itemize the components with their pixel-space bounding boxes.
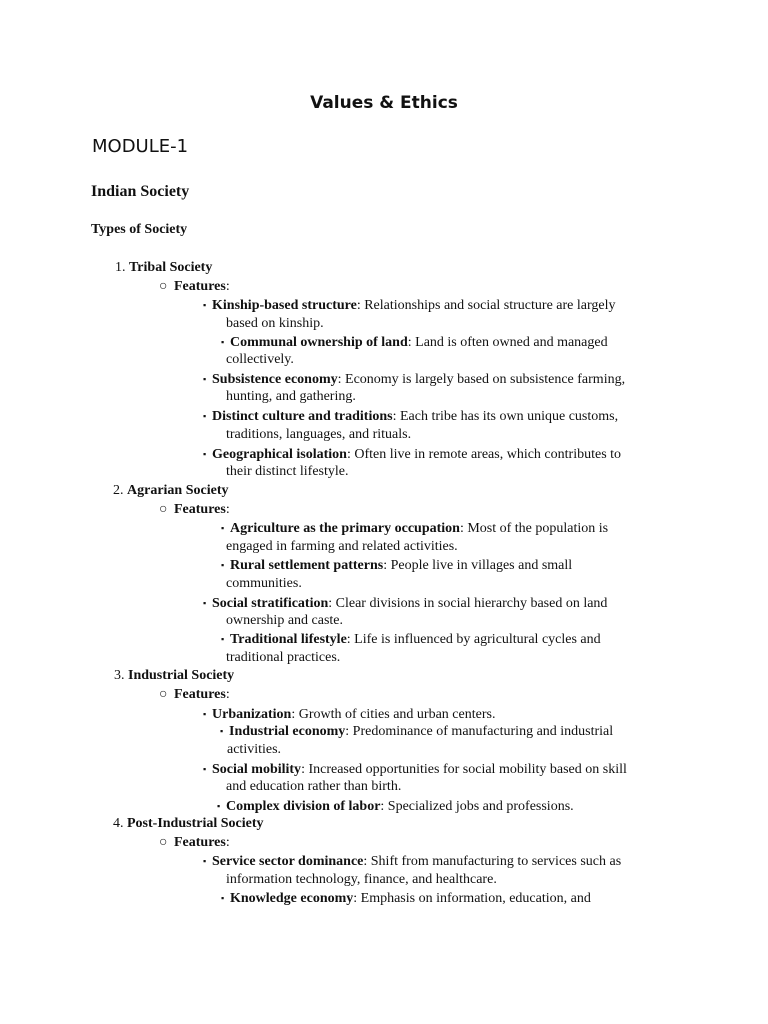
feature-term: Rural settlement patterns [230,558,384,573]
society-name: Tribal Society [129,260,213,275]
feature-line: ▪ Social mobility: Increased opportunities for social mobility based on skill [203,762,627,777]
feature-term: Urbanization [212,707,292,722]
feature-term: Kinship-based structure [212,298,357,313]
square-bullet-icon: ▪ [203,300,207,310]
feature-line: ▪ Industrial economy: Predominance of manufacturing and industrial [220,724,614,739]
list-item-society [113,482,228,501]
square-bullet-icon: ▪ [203,374,207,384]
features-label: Features [174,835,226,850]
features-label: Features [174,687,226,702]
feature-line: ▪ Agriculture as the primary occupation: Most of the population is [221,521,609,536]
society-name: Post-Industrial Society [127,816,264,831]
feature-line: ▪ Communal ownership of land: Land is often owned and managed [221,335,608,350]
list-item-society [113,815,264,834]
feature-continuation: communities. [226,576,302,591]
item-number: 2. [113,483,124,498]
feature-continuation: engaged in farming and related activities. [226,539,458,554]
feature-term: Knowledge economy [230,891,354,906]
square-bullet-icon: ▪ [203,449,207,459]
feature-line: ▪ Knowledge economy: Emphasis on information, education, and [221,891,591,906]
features-label: Features [174,279,226,294]
features-item: ○ Features: [159,501,230,520]
feature-term: Social mobility [212,762,302,777]
square-bullet-icon: ▪ [221,560,225,570]
hollow-circle-bullet-icon: ○ [159,279,168,294]
module-heading: MODULE-1 [92,136,189,157]
hollow-circle-bullet-icon: ○ [159,835,168,850]
hollow-circle-bullet-icon: ○ [159,502,168,517]
feature-continuation: and education rather than birth. [226,779,402,794]
document-title: Values & Ethics [310,93,458,113]
feature-term: Social stratification [212,596,329,611]
feature-term: Geographical isolation [212,447,347,462]
feature-continuation: traditional practices. [226,650,341,665]
features-item: ○ Features: [159,834,230,853]
list-item-society [115,259,212,278]
feature-term: Agriculture as the primary occupation [230,521,460,536]
feature-line: ▪ Traditional lifestyle: Life is influenced by agricultural cycles and [221,632,601,647]
feature-term: Communal ownership of land [230,335,408,350]
item-number: 1. [115,260,126,275]
square-bullet-icon: ▪ [203,598,207,608]
item-number: 3. [114,668,125,683]
square-bullet-icon: ▪ [221,893,225,903]
feature-continuation: based on kinship. [226,316,324,331]
square-bullet-icon: ▪ [203,856,207,866]
feature-line: ▪ Distinct culture and traditions: Each tribe has its own unique customs, [203,409,619,424]
item-number: 4. [113,816,124,831]
section-heading: Indian Society [91,183,190,200]
feature-line: ▪ Complex division of labor: Specialized jobs and professions. [217,799,574,814]
feature-continuation: traditions, languages, and rituals. [226,427,412,442]
list-item-society [114,667,234,686]
square-bullet-icon: ▪ [203,764,207,774]
feature-continuation: hunting, and gathering. [226,389,356,404]
subsection-heading: Types of Society [91,222,188,237]
society-name: Industrial Society [128,668,235,683]
feature-line: ▪ Service sector dominance: Shift from manufacturing to services such as [203,854,622,869]
feature-continuation: their distinct lifestyle. [226,464,349,479]
feature-term: Industrial economy [229,724,346,739]
features-item: ○ Features: [159,278,230,297]
feature-line: ▪ Subsistence economy: Economy is largely based on subsistence farming, [203,372,626,387]
feature-term: Service sector dominance [212,854,364,869]
square-bullet-icon: ▪ [221,523,225,533]
society-name: Agrarian Society [127,483,229,498]
feature-line: ▪ Geographical isolation: Often live in remote areas, which contributes to [203,447,622,462]
square-bullet-icon: ▪ [221,634,225,644]
feature-line: ▪ Kinship-based structure: Relationships and social structure are largely [203,298,616,313]
feature-line: ▪ Rural settlement patterns: People live in villages and small [221,558,573,573]
square-bullet-icon: ▪ [203,709,207,719]
feature-term: Distinct culture and traditions [212,409,393,424]
feature-continuation: collectively. [226,352,294,367]
feature-term: Complex division of labor [226,799,381,814]
square-bullet-icon: ▪ [203,411,207,421]
feature-term: Subsistence economy [212,372,338,387]
feature-line: ▪ Social stratification: Clear divisions in social hierarchy based on land [203,596,608,611]
feature-continuation: information technology, finance, and healthcare. [226,872,497,887]
features-label: Features [174,502,226,517]
feature-line: ▪ Urbanization: Growth of cities and urban centers. [203,707,496,722]
square-bullet-icon: ▪ [217,801,221,811]
feature-term: Traditional lifestyle [230,632,347,647]
hollow-circle-bullet-icon: ○ [159,687,168,702]
square-bullet-icon: ▪ [221,337,225,347]
square-bullet-icon: ▪ [220,726,224,736]
features-item: ○ Features: [159,686,230,705]
feature-continuation: activities. [227,742,282,757]
feature-continuation: ownership and caste. [226,613,344,628]
